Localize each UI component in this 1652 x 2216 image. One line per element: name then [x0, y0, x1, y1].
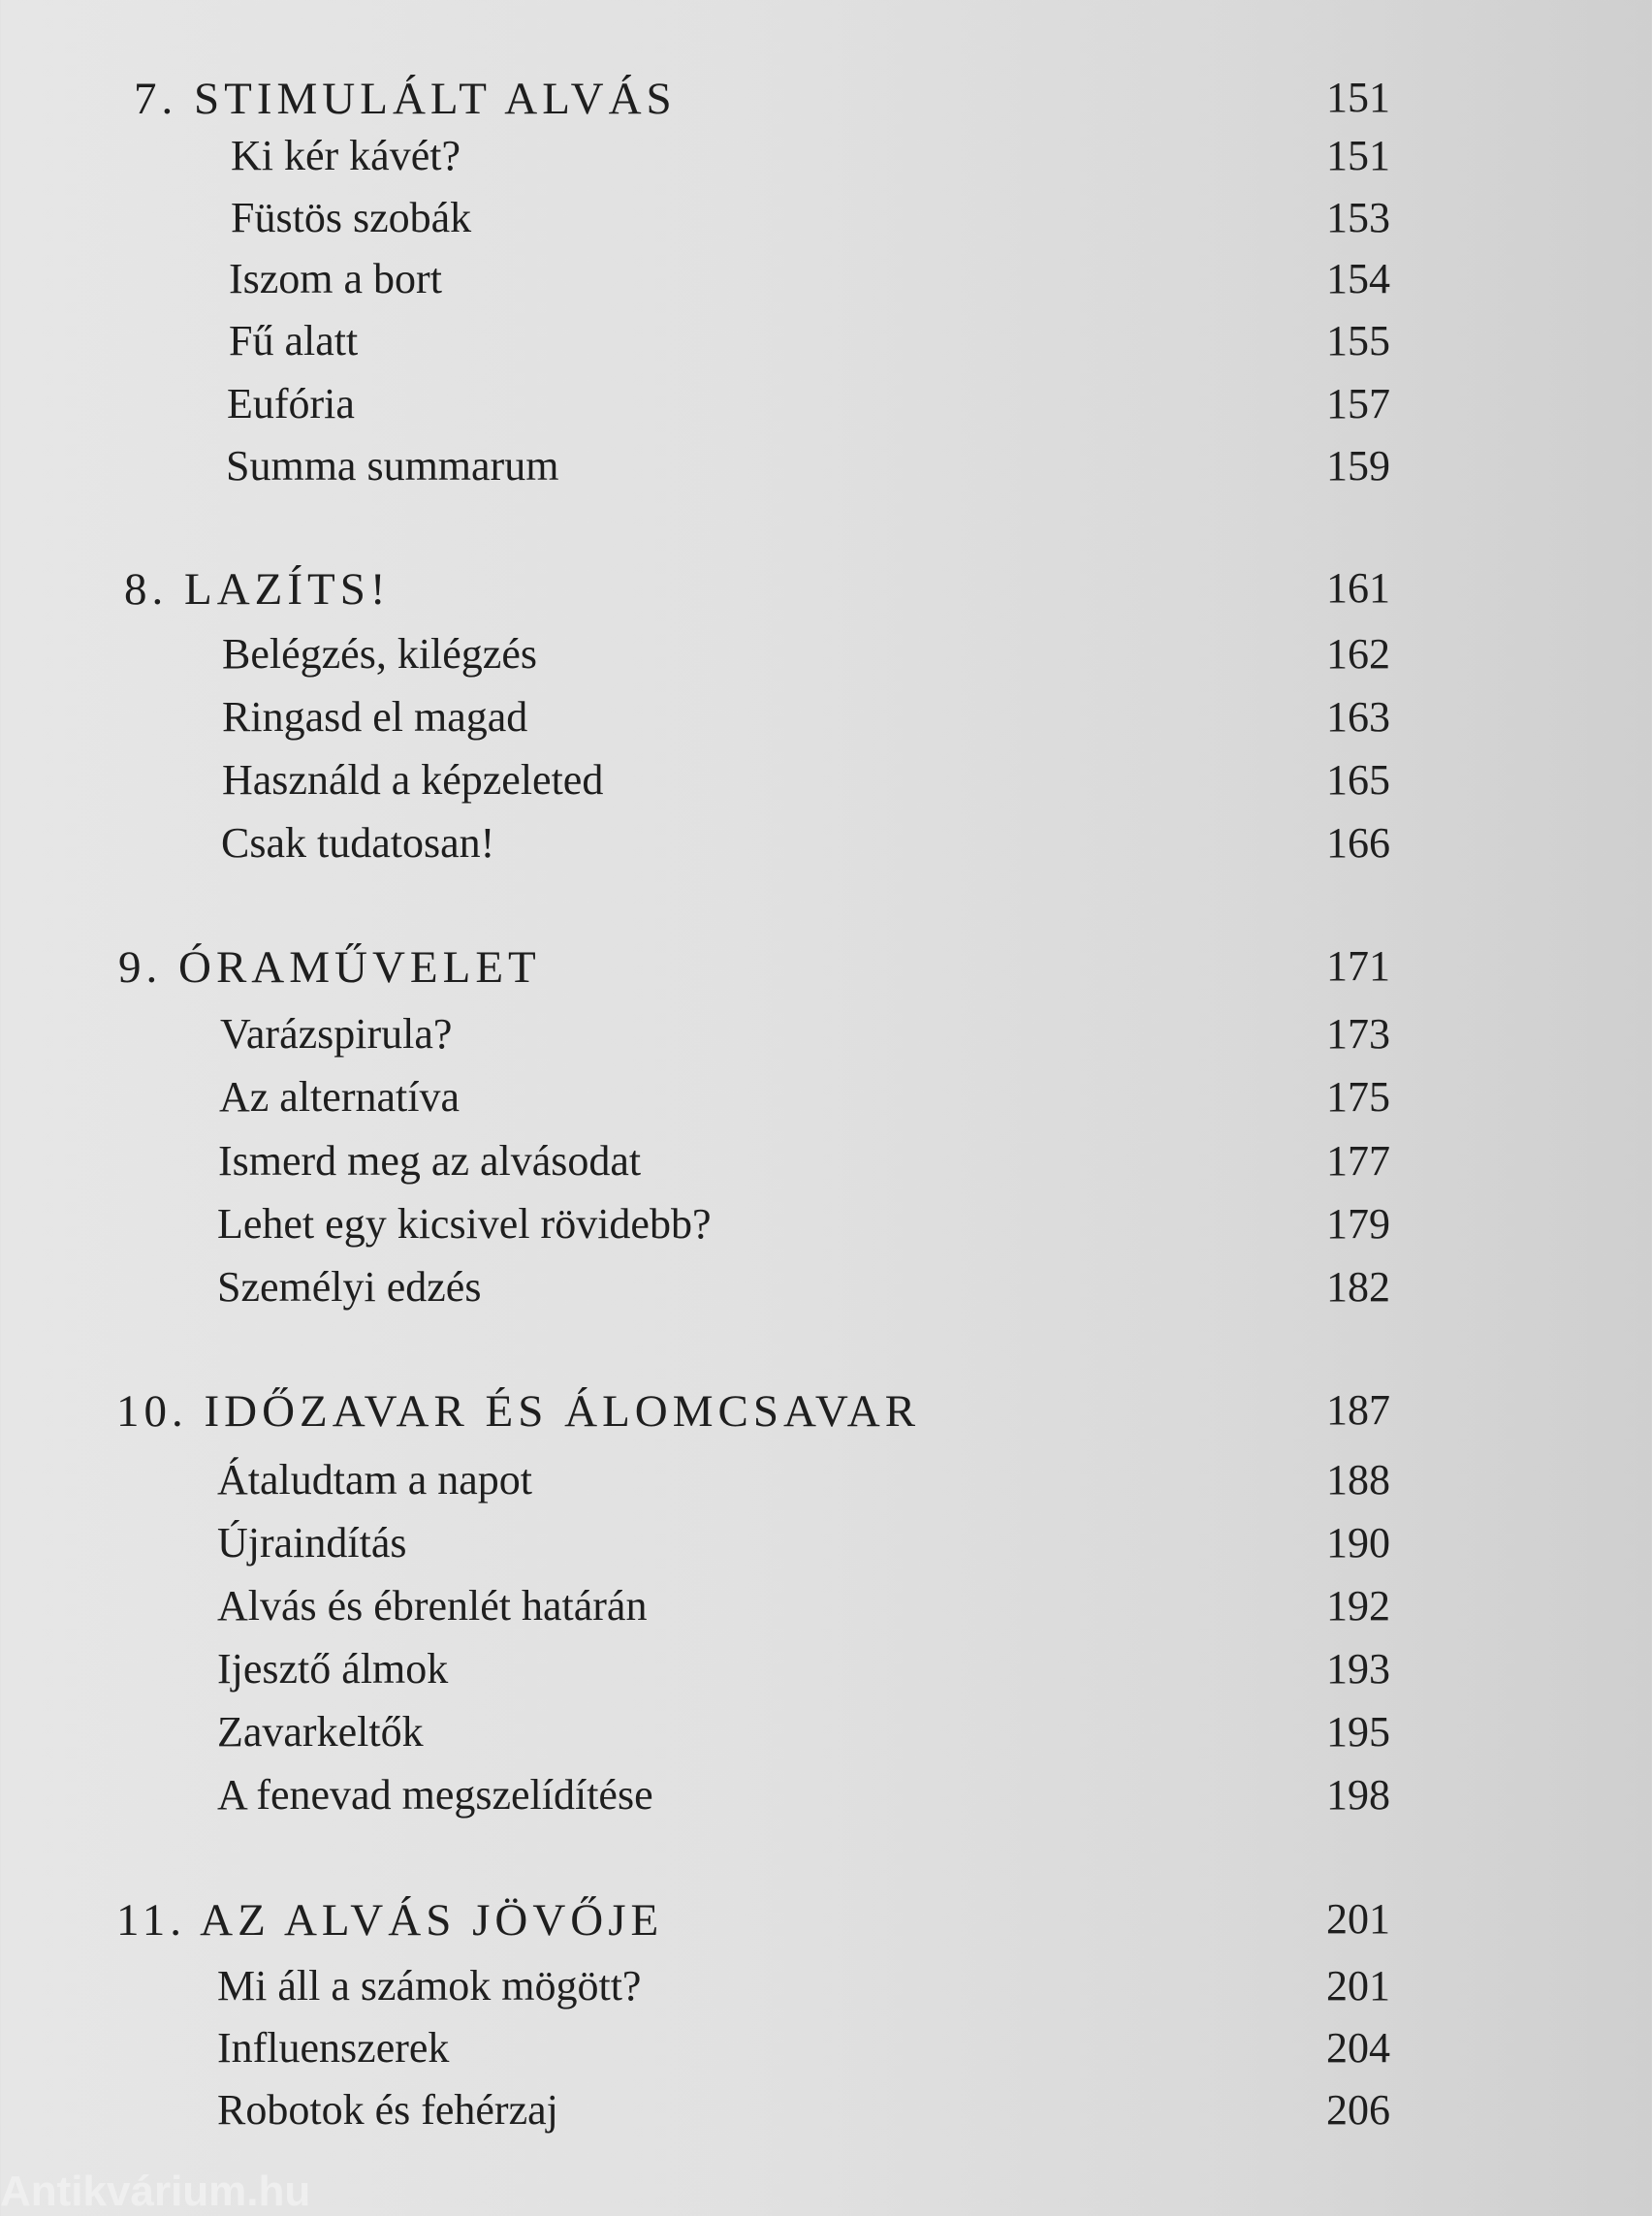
entry-title: Influenszerek	[217, 2024, 450, 2072]
entry-title: Használd a képzeleted	[222, 756, 604, 804]
entry-title: Ismerd meg az alvásodat	[218, 1137, 642, 1185]
entry-page-number: 190	[1326, 1519, 1390, 1567]
entry-title: Lehet egy kicsivel rövidebb?	[217, 1200, 712, 1248]
entry-title: Alvás és ébrenlét határán	[217, 1582, 648, 1630]
entry-page-number: 154	[1326, 255, 1390, 302]
entry-page-number: 166	[1326, 819, 1390, 867]
chapter-title: 10. IDŐZAVAR ÉS ÁLOMCSAVAR	[116, 1386, 921, 1437]
entry-page-number: 177	[1326, 1137, 1390, 1185]
entry-page-number: 198	[1326, 1771, 1390, 1819]
entry-page-number: 206	[1326, 2086, 1390, 2134]
chapter-page-number: 171	[1326, 942, 1390, 990]
entry-title: Belégzés, kilégzés	[222, 630, 537, 678]
entry-page-number: 182	[1326, 1263, 1390, 1311]
entry-page-number: 195	[1326, 1708, 1390, 1756]
entry-title: Újraindítás	[217, 1519, 407, 1567]
entry-page-number: 162	[1326, 630, 1390, 678]
entry-title: Varázspirula?	[220, 1010, 453, 1058]
entry-title: Füstös szobák	[231, 194, 472, 241]
entry-title: Iszom a bort	[229, 255, 442, 302]
chapter-page-number: 161	[1326, 564, 1390, 612]
entry-page-number: 153	[1326, 194, 1390, 241]
entry-title: Eufória	[227, 380, 355, 427]
entry-page-number: 155	[1326, 317, 1390, 364]
entry-title: Mi áll a számok mögött?	[217, 1962, 642, 2010]
chapter-page-number: 151	[1326, 74, 1390, 121]
entry-page-number: 165	[1326, 756, 1390, 804]
entry-page-number: 157	[1326, 380, 1390, 427]
entry-page-number: 175	[1326, 1073, 1390, 1121]
entry-title: Átaludtam a napot	[217, 1456, 533, 1504]
chapter-page-number: 201	[1326, 1895, 1390, 1943]
entry-page-number: 179	[1326, 1200, 1390, 1248]
entry-page-number: 201	[1326, 1962, 1390, 2010]
entry-title: Személyi edzés	[217, 1263, 482, 1311]
entry-page-number: 193	[1326, 1645, 1390, 1693]
chapter-title: 7. STIMULÁLT ALVÁS	[134, 74, 677, 124]
watermark: Antikvárium.hu	[0, 2168, 311, 2215]
entry-page-number: 151	[1326, 132, 1390, 179]
chapter-title: 9. ÓRAMŰVELET	[118, 942, 541, 993]
entry-page-number: 188	[1326, 1456, 1390, 1504]
entry-title: Robotok és fehérzaj	[217, 2086, 558, 2134]
entry-title: Csak tudatosan!	[221, 819, 495, 867]
entry-page-number: 192	[1326, 1582, 1390, 1630]
entry-page-number: 173	[1326, 1010, 1390, 1058]
chapter-page-number: 187	[1326, 1386, 1390, 1434]
entry-title: Summa summarum	[226, 442, 559, 490]
entry-page-number: 204	[1326, 2024, 1390, 2072]
entry-title: Zavarkeltők	[217, 1708, 424, 1756]
entry-title: Ijesztő álmok	[217, 1645, 449, 1693]
entry-title: A fenevad megszelídítése	[217, 1771, 653, 1819]
chapter-title: 11. AZ ALVÁS JÖVŐJE	[116, 1895, 664, 1946]
chapter-title: 8. LAZÍTS!	[124, 564, 391, 615]
entry-title: Ringasd el magad	[222, 693, 528, 741]
entry-title: Ki kér kávét?	[231, 132, 461, 179]
entry-title: Az alternatíva	[219, 1073, 460, 1121]
entry-title: Fű alatt	[229, 317, 359, 364]
entry-page-number: 163	[1326, 693, 1390, 741]
entry-page-number: 159	[1326, 442, 1390, 490]
